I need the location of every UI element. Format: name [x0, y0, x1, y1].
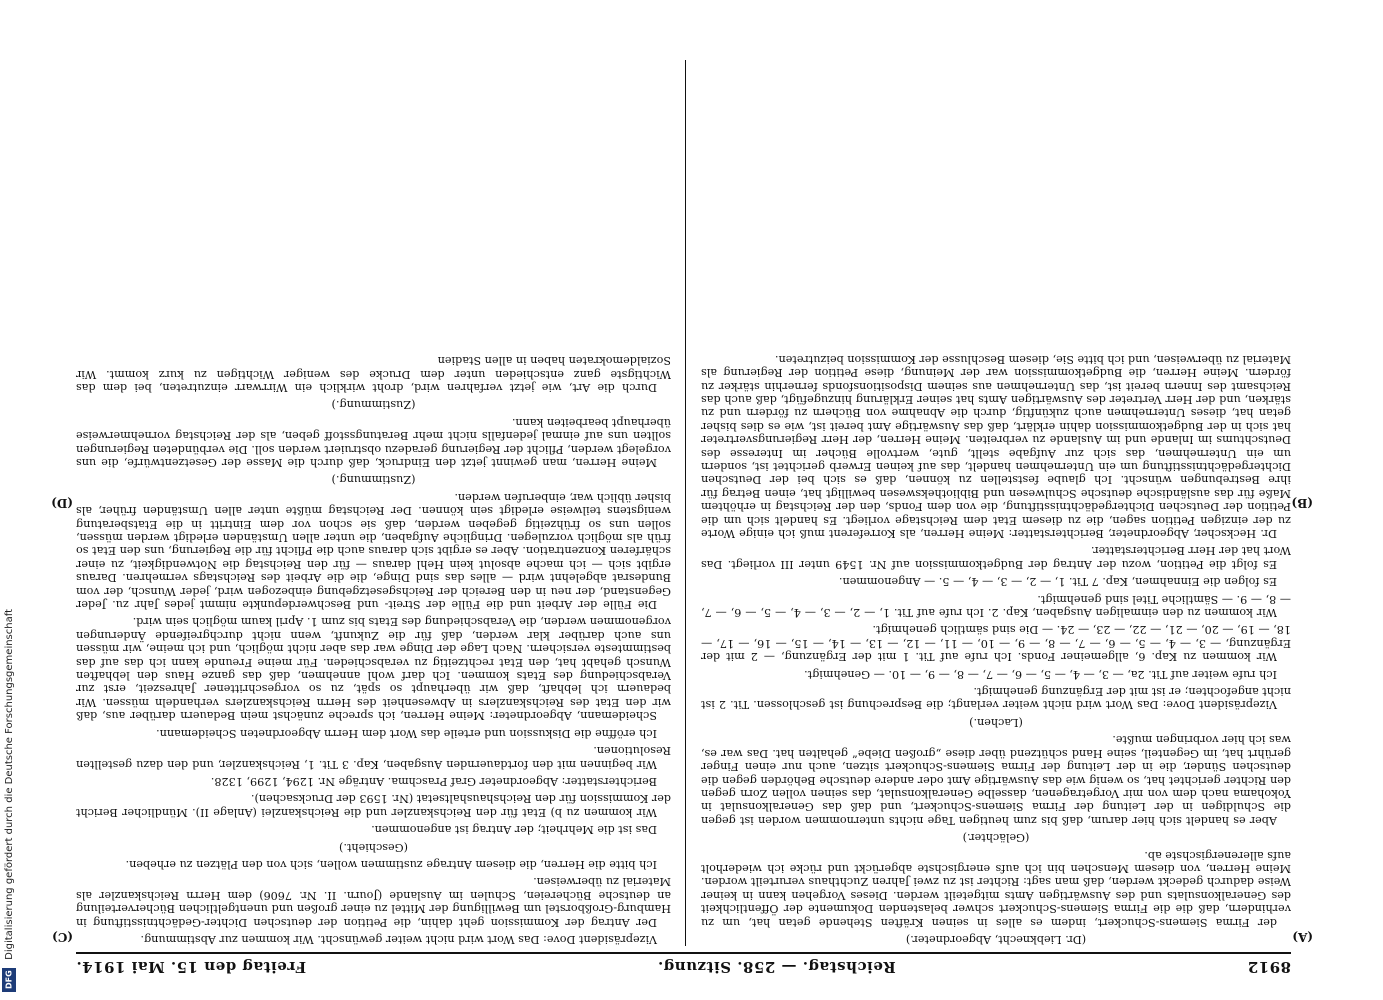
stage-direction: (Lachen.): [969, 715, 1023, 729]
stage-direction: (Zustimmung.): [331, 398, 416, 412]
left-column: [701, 60, 1291, 946]
page-header: [76, 952, 1291, 980]
paragraph: Das ist die Mehrheit; der Antrag ist angenommen.: [371, 823, 657, 837]
paragraph: Ich rufe weiter auf Tit. 2a, — 3, — 4, — 5, — 6, — 7, — 8, — 9, — 10. — Genehmigt.: [804, 667, 1277, 681]
stage-direction: (Gelächter.): [962, 831, 1030, 845]
paragraph: Meine Herren, man gewinnt jetzt den Eindruck, daß durch die Masse der Gesetzentwürfe, die uns vorgelegt werden, Pflicht der Regierung geradezu obstruiert werden soll. Die verbündeten Regierungen sollten uns auf einmal jedenfalls nicht mehr Beratungsstoff geben, als der Reichstag vornehmerweise überhaupt bearbeiten kann.: [76, 415, 671, 469]
margin-marker-a: (A): [1292, 930, 1313, 944]
dfg-logo: DFG: [2, 968, 16, 992]
right-column: [76, 60, 671, 946]
paragraph: Berichterstatter: Abgeordneter Graf Praschma. Anträge Nr. 1294, 1299, 1328.: [210, 774, 657, 788]
paragraph: Scheidemann, Abgeordneter: Meine Herren, ich spreche zunächst mein Bedauern darüber aus, daß wir den Etat des Reichskanzlers in Abwesenheit des Herrn Reichskanzlers verhandeln müssen. Wir bedauern ich lebhaft, daß wir überhaupt so spät, zu so vorgeschrittener Jahreszeit, erst zur Verabschiedung des Etats kommen. Ich darf wohl annehmen, daß das ganze Haus den lebhaften Wunsch gehabt hat, den Etat rechtzeitig zu verabschieden. Für meine Freunde kann ich das auf das bestimmteste versichern. Nach Lage der Dinge war das aber nicht möglich, und ich meine, wir müssen uns auch darüber klar werden, daß für die Zukunft, wenn nicht durchgreifende Änderungen vorgenommen werden, die Verabschiedung des Etats bis zum 1. April kaum möglich sein wird.: [76, 615, 671, 723]
stage-direction: (Dr. Liebknecht, Abgeordneter.): [905, 933, 1087, 946]
paragraph: Wir kommen zu Kap. 6, allgemeiner Fonds. Ich rufe auf Tit. 1 mit der Ergänzung, — 2 mit der Ergänzung, — 3, — 4, — 5, — 6, — 7, — 8, — 9, — 10, — 11, — 12, — 13, — 14, — 15, — 16, — 17, — 18, — 19, — 20, — 21, — 22, — 23, — 24. — Die sind sämtlich genehmigt.: [701, 623, 1291, 664]
column-divider: [685, 60, 686, 946]
digitization-credit: [0, 0, 18, 1000]
paragraph: Wir kommen zu den einmaligen Ausgaben, Kap. 2. Ich rufe auf Tit. 1, — 2, — 3, — 4, — 5, — 6, — 7, — 8, — 9. — Sämtliche Titel sind genehmigt.: [701, 592, 1291, 620]
page-number: 8912: [1247, 958, 1291, 976]
stage-direction: (Zustimmung.): [331, 473, 416, 487]
paragraph: Wir beginnen mit den fortdauernden Ausgaben, Kap. 3 Tit. 1, Reichskanzler, und den dazu gestellten Resolutionen.: [76, 744, 671, 771]
paragraph: der Firma Siemens-Schuckert, indem es alles in seinen Kräften Stehende getan hat, um zu verhindern, daß die die Firma Siemens-Schuckert schwer belastenden Dokumente der Öffentlichkeit des Generalkonsulats und des Auswärtigen Amts mitgeteilt werden. Dieses Vorgehen kann in keiner Weise dadurch gedeckt werden, daß man sagt: Richter ist zu zwei Jahren Zuchthaus verurteilt worden. Meine Herren, von diesem Menschen bin ich aufs energischste abgerückt und rücke ich wiederholt aufs allerenergischste ab.: [701, 848, 1291, 929]
margin-marker-c: (C): [52, 930, 73, 944]
stage-direction: (Geschieht.): [339, 840, 408, 854]
paragraph: Durch die Art, wie jetzt verfahren wird, droht wirklich ein Wirrwarr einzutreten, bei dem das Wichtigste ganz entschieden unter dem Drucke des weniger Wichtigen zu kurz kommt. Wir Sozialdemokraten haben in allen Stadien: [76, 354, 671, 394]
session-date: Freitag den 15. Mai 1914.: [76, 958, 307, 976]
margin-marker-d: (D): [51, 496, 73, 510]
paragraph: Aber es handelt sich hier darum, daß bis zum heutigen Tage nichts unternommen worden ist gegen die Schuldigen in der Leitung der Firma Siemens-Schuckert, und daß das Generalkonsulat in Yokohama nach dem von mir Vorgetragenen, dasselbe Generalkonsulat, das seinen vollen Zorn gegen den Richter gerichtet hat, so wenig wie das Auswärtige Amt oder andere deutsche Behörden gegen die deutschen Sünder, die in der Leitung der Firma Siemens-Schuckert sitzen, auch nur einen Finger gerührt hat, im Gegenteil, seine Hand schützend über diese „großen Diebe“ gehalten hat. Das war es, was ich hier vorbringen mußte.: [701, 733, 1291, 827]
paragraph: Dr. Heckscher, Abgeordneter, Berichterstatter: Meine Herren, als Korreferent muß ich einige Worte zu der einzigen Petition sagen, die zu diesem Etat dem Reichstage vorliegt. Es handelt sich um die Petition der Deutschen Dichtergedächtnisstiftung, die von dem Fonds, den der Reichstag in erhöhtem Maße für das ausländische deutsche Schulwesen und Bibliothekswesen bewilligt hat, einen Betrag für ihre Bestrebungen wünscht. Ich glaube feststellen zu können, daß es sich bei der Deutschen Dichtergedächtnisstiftung um ein Unternehmen handelt, das auf keinen Erwerb gerichtet ist, sondern um ein Unternehmen, das sich zur Aufgabe stellt, gute, wertvolle Bücher im Interesse des Deutschtums im Inlande und im Auslande zu verbreiten. Meine Herren, der Herr Regierungsvertreter hat sich in der Budgetkommission dahin erklärt, daß das Auswärtige Amt bereit ist, wie es dies bisher getan hat, dieses Unternehmen auch zukünftig, durch die Abnahme von Büchern zu fördern und zu stärken, und der Herr Vertreter des Auswärtigen Amts hat seiner Erklärung hinzugefügt, daß auch das Reichsamt des Innern bereit ist, das Unternehmen aus seinem Dispositionsfonds fernerhin stärker zu fördern. Meine Herren, die Budgetkommission war der Meinung, diese Petition der Regierung als Material zu überweisen, und ich bitte Sie, diesem Beschlusse der Kommission beizutreten.: [701, 352, 1291, 541]
paragraph: Ich eröffne die Diskussion und erteile das Wort dem Herrn Abgeordneten Scheidemann.: [156, 726, 657, 740]
page-title: Reichstag. — 258. Sitzung.: [657, 958, 896, 976]
document-sheet: [51, 60, 1313, 980]
paragraph: Es folgen die Einnahmen, Kap. 7 Tit. 1, — 2, — 3, — 4, — 5. — Angenommen.: [838, 575, 1277, 589]
paragraph: Vizepräsident Dove: Das Wort wird nicht weiter gewünscht. Wir kommen zur Abstimmung.: [140, 933, 657, 946]
paragraph: Ich bitte die Herren, die diesem Antrage zustimmen wollen, sich von den Plätzen zu erheben.: [125, 857, 657, 871]
paragraph: Die Fülle der Arbeit und die Fülle der Streit- und Beschwerdepunkte nimmt jedes Jahr zu. Jeder Gegenstand, der neu in den Bereich der Reichsgesetzgebung einbezogen wird, jeder Wunsch, der vom Bundesrat abgelehnt wird — alles das sind Dinge, die die Arbeit des Reichstags vermehren. Daraus ergibt sich — ich mache absolut kein Hehl daraus — für den Reichstag die Notwendigkeit, zu einer schärferen Konzentration. Aber es ergibt sich daraus auch die Pflicht für die Regierung, uns den Etat so früh als möglich vorzulegen. Dringliche Aufgaben, die unter allen Umständen erledigt werden müssen, sollen uns so frühzeitig gegeben werden, daß sie schon vor dem Eintritt in die Etatsberatung wenigstens teilweise erledigt sein können. Der Reichstag müßte unter allen Umständen früher, als bisher üblich war, einberufen werden.: [76, 490, 671, 612]
paragraph: Vizepräsident Dove: Das Wort wird nicht weiter verlangt; die Besprechung ist geschlossen. Tit. 2 ist nicht angefochten; er ist mit der Ergänzung genehmigt.: [701, 685, 1291, 712]
credit-text: Digitalisierung gefördert durch die Deutsche Forschungsgemeinschaft: [4, 609, 15, 960]
paragraph: Es folgt die Petition, wozu der Antrag der Budgetkommission auf Nr. 1549 unter III vorliegt. Das Wort hat der Herr Berichterstatter.: [701, 544, 1291, 571]
paragraph: Der Antrag der Kommission geht dahin, die Petition der deutschen Dichter-Gedächtnisstiftung in Hamburg-Großborstel um Bewilligung der Mittel zu einer großen und unentgeltlichen Bücherverteilung an deutsche Büchereien, Schulen im Auslande (Journ. II. Nr. 7606) dem Herrn Reichskanzler als Material zu überweisen.: [76, 875, 671, 929]
margin-marker-b: (B): [1291, 496, 1313, 510]
paragraph: Wir kommen zu b) Etat für den Reichskanzler und die Reichskanzlei (Anlage II). Mündlicher Bericht der Kommission für den Reichshaushaltsetat (Nr. 1593 der Drucksachen).: [76, 792, 671, 819]
